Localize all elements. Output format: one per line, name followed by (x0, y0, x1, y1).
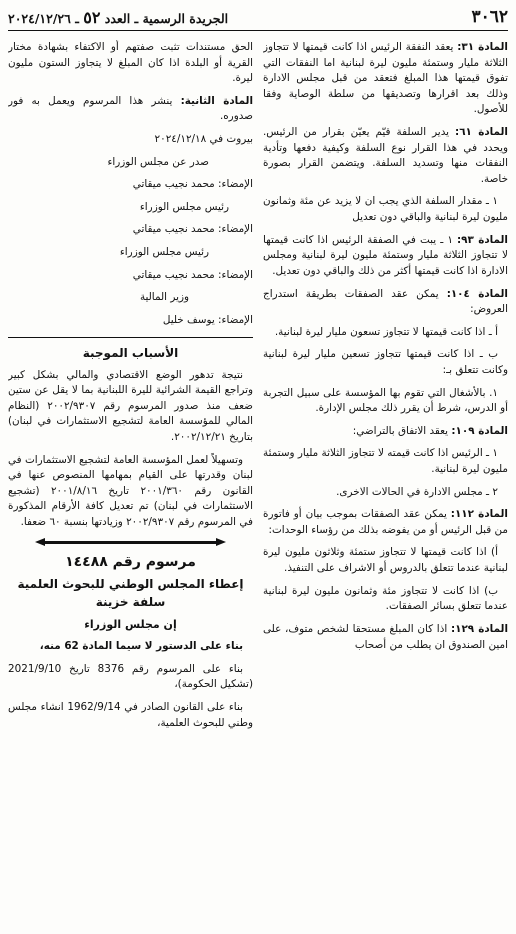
article-2-text: ينشر هذا المرسوم ويعمل به فور صدوره. (8, 94, 253, 123)
section-divider (45, 541, 217, 544)
signature-3: الإمضاء: محمد نجيب ميقاتي (132, 268, 253, 281)
article-104-text: يمكن عقد الصفقات بطريقة استدراج العروض: (263, 287, 508, 316)
article-93 (263, 233, 508, 280)
decree-subject (8, 575, 253, 611)
article-61-label: المادة ٦١: (455, 126, 508, 139)
article-129 (263, 622, 508, 653)
right-column (263, 40, 508, 930)
decree-subject-line-1: إعطاء المجلس الوطني للبحوث العلمية (17, 576, 244, 591)
article-129-text: اذا كان المبلغ مستحقا لشخص متوف، على امين الصندوق ان يطلب من أصحاب (263, 622, 508, 651)
issue-date: ـ ٢٠٢٤/١٢/٢٦ (8, 10, 79, 26)
article-112-item-a: أ) اذا كانت قيمتها لا تتجاوز ستمئة وثلاثون مليون ليرة لبنانية عندما تتعلق بالدروس أو الاشراف على التنفيذ. (263, 546, 508, 575)
reasons-title: الأسباب الموجبة (8, 337, 253, 362)
gazette-title-prefix: الجريدة الرسمية ـ العدد (104, 10, 229, 26)
page-header (8, 4, 508, 31)
article-93-text: ١ ـ يبت في الصفقة الرئيس اذا كانت قيمتها لا تتجاوز الثلاثة مليار وستمئة مليون ليرة لبنانية ومجلس الادارة اذا كانت قيمتها أكثر من ذلك والباقي دون تعديل. (263, 233, 508, 277)
basis-law: بناء على القانون الصادر في 1962/9/14 انشاء مجلس وطني للبحوث العلمية، (8, 700, 253, 729)
place-date: بيروت في ٢٠٢٤/١٢/١٨ (154, 133, 253, 146)
article-112-text: يمكن عقد الصفقات بموجب بيان أو فاتورة من قبل الرئيس أو من يفوضه بذلك من رؤساء الوحدات: (263, 508, 508, 536)
article-109-item-2: ٢ ـ مجلس الادارة في الحالات الاخرى. (336, 485, 498, 498)
article-61 (263, 125, 508, 187)
pm-title-2: رئيس مجلس الوزراء (119, 246, 209, 259)
signature-2: الإمضاء: محمد نجيب ميقاتي (132, 223, 253, 236)
article-104 (263, 287, 508, 318)
pm-title-1: رئيس مجلس الوزراء (139, 200, 229, 213)
reasons-paragraph-2: وتسهيلاً لعمل المؤسسة العامة لتشجيع الاستثمارات في لبنان وقدرتها على القيام بمهامها المنصوص عنها في القانون رقم ٢٠٠١/٣٦٠ تاريخ ٢٠٠١/٨/١٦ (تشجيع الاستثمارات في لبنان) تم تعديل كافة الأرقام المذكورة في المرسوم رقم ٢٠٠٢/٩٣٠٧ وزيادتها بنسبة ٦٠ ضعفا. (8, 453, 253, 529)
article-61-text: يدير السلفة قيّم يعيّن بقرار من الرئيس. ويحدد في هذا القرار نوع السلفة وكيفية دفعها وتأدية النفقات منها وتسديد السلفة. ويتضمن القرار بصورة خاصة. (263, 126, 508, 185)
article-31-label: المادة ٣١: (457, 41, 508, 53)
article-93-label: المادة ٩٣: (456, 233, 508, 246)
article-continuation: الحق مستندات تثبت صفتهم أو الاكتفاء بشهادة مختار القرية أو البلدة اذا كان المبلغ لا يتجاوز الستون مليون ليرة. (8, 41, 253, 85)
article-112-label: المادة ١١٢: (450, 508, 508, 521)
finance-minister-title: وزير المالية (139, 291, 189, 304)
article-31-text: يعقد النفقة الرئيس اذا كانت قيمتها لا تتجاوز الثلاثة مليار وستمئة مليون ليرة لبنانية اما النفقات التي تفوق قيمتها هذا المبلغ فتعقد من قبل مجلس الادارة وذلك بعد اقرارها وتصديقها من سلطة الوصاية وفقا للأصول. (263, 41, 508, 116)
basis-decree: بناء على المرسوم رقم 8376 تاريخ 2021/9/10 (تشكيل الحكومة)، (8, 662, 253, 691)
reasons-paragraph-1: نتيجة تدهور الوضع الاقتصادي والمالي بشكل كبير وتراجع القيمة الشرائية لليرة اللبنانية بما لا يقل عن ستين ضعف منذ صدور المرسوم رقم ٢٠٠٢/٩٣٠٧ (النظام المالي للمؤسسة العامة لتشجيع الاستثمارات في لبنان) بتاريخ ٢٠٠٢/١٢/٢١. (8, 368, 253, 443)
page-number: ٣٠٦٢ (471, 7, 508, 27)
left-column (8, 40, 253, 930)
article-61-item-1: ١ ـ مقدار السلفة الذي يجب ان لا يزيد عن مئة وثمانون مليون ليرة لبنانية والباقي دون تعديل (263, 195, 508, 224)
basis-constitution: بناء على الدستور لا سيما المادة 62 منه، (39, 640, 243, 653)
article-109-text: يعقد الاتفاق بالتراضي: (352, 424, 449, 437)
decree-subject-line-2: سلفة خزينة (95, 594, 166, 609)
article-109-item-1: ١ ـ الرئيس اذا كانت قيمته لا تتجاوز الثلاثة مليار وستمئة مليون ليرة لبنانية. (263, 447, 508, 476)
gazette-title (8, 8, 228, 27)
decree-authority: إن مجلس الوزراء (84, 617, 177, 631)
columns (8, 40, 508, 930)
issue-number: ٥٢ (83, 7, 101, 27)
article-31 (263, 40, 508, 118)
article-2 (8, 94, 253, 125)
article-104-item-a: أ ـ اذا كانت قيمتها لا تتجاوز تسعون مليار ليرة لبنانية. (274, 325, 498, 338)
article-109-label: المادة ١٠٩: (451, 424, 508, 437)
article-109 (263, 424, 508, 440)
article-104-item-b: ب ـ اذا كانت قيمتها تتجاوز تسعين مليار ليرة لبنانية وكانت تتعلق بـ: (263, 348, 508, 376)
article-129-label: المادة ١٢٩: (450, 622, 508, 635)
signature-4: الإمضاء: يوسف خليل (162, 313, 253, 326)
signature-1: الإمضاء: محمد نجيب ميقاتي (132, 178, 253, 191)
article-112-item-b: ب) اذا كانت لا تتجاوز مئة وثمانون مليون ليرة لبنانية عندما تتعلق بسائر الصفقات. (263, 584, 508, 613)
article-104-item-b1: ١. بالأشغال التي تقوم بها المؤسسة على سبيل التجربة أو الدرس، شرط أن يقرر ذلك مجلس الإدارة. (263, 386, 508, 415)
decree-number: مرسوم رقم ١٤٤٨٨ (65, 553, 196, 570)
issued-by: صدر عن مجلس الوزراء (107, 155, 209, 168)
article-112 (263, 507, 508, 538)
article-2-label: المادة الثانية: (180, 94, 253, 107)
article-104-label: المادة ١٠٤: (446, 287, 508, 300)
